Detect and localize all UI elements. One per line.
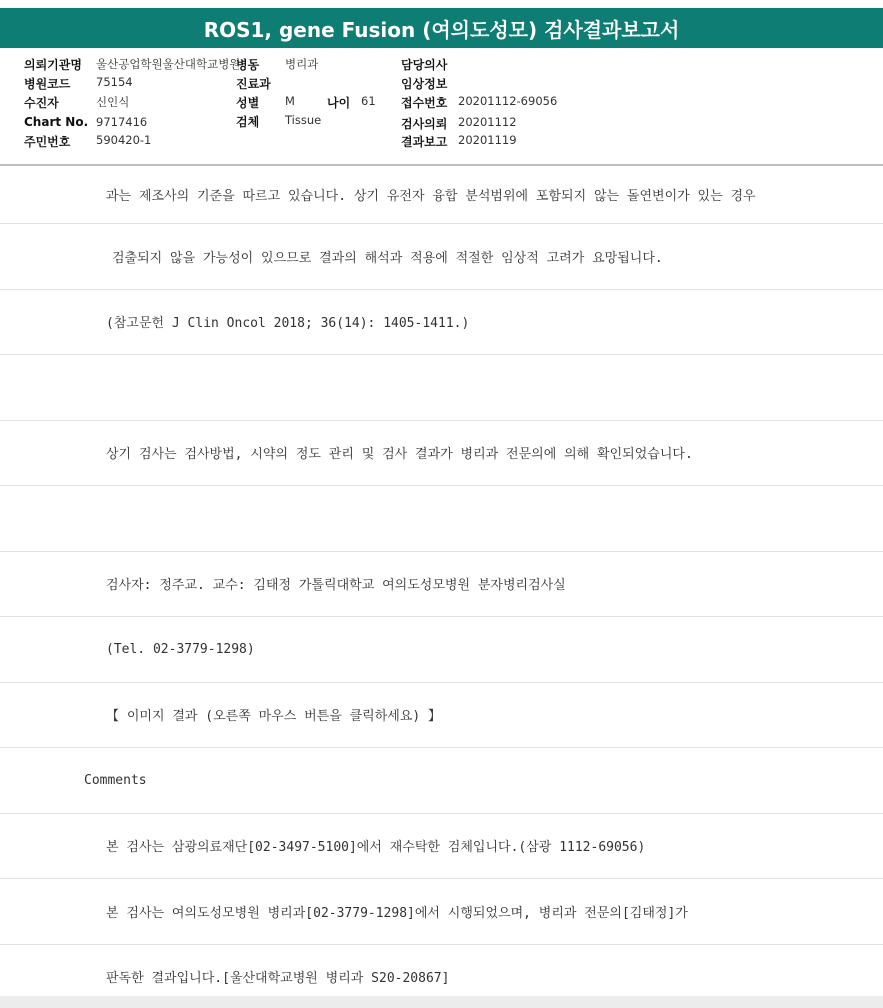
report-line: [0, 879, 883, 945]
report-line-text: 검출되지 않을 가능성이 있으므로 결과의 해석과 적용에 적절한 임상적 고려가 요망됩니다.: [112, 250, 663, 266]
report-line: [0, 683, 883, 749]
report-line-text: 검사자: 정주교. 교수: 김태정 가톨릭대학교 여의도성모병원 분자병리검사실: [106, 578, 566, 594]
specimen-label: 검체: [236, 115, 260, 129]
receipt-no-label: 접수번호: [401, 96, 448, 110]
report-line: [0, 945, 883, 997]
report-date-value: 20201119: [458, 133, 517, 147]
receipt-no-value: 20201112-69056: [458, 94, 558, 108]
examinee-value: 신인식: [96, 95, 130, 109]
resident-no-label: 주민번호: [24, 135, 71, 149]
report-title: ROS1, gene Fusion (여의도성모) 검사결과보고서: [203, 17, 680, 42]
sex-label: 성별: [236, 96, 260, 110]
department-label: 진료과: [236, 77, 271, 91]
age-label: 나이: [327, 96, 351, 110]
institution-label: 의뢰기관명: [24, 58, 82, 72]
age-value: 61: [361, 94, 376, 108]
report-title-bar: [0, 8, 883, 48]
specimen-value: Tissue: [285, 113, 322, 127]
chart-no-label: Chart No.: [24, 115, 89, 129]
top-strip: [0, 0, 883, 8]
chart-no-value: 9717416: [96, 115, 148, 129]
comments-heading: Comments: [84, 772, 147, 788]
report-line: [0, 617, 883, 683]
request-date-label: 검사의뢰: [401, 117, 448, 131]
comments-heading-row: [0, 748, 883, 814]
report-line-text: 판독한 결과입니다.[울산대학교병원 병리과 S20-20867]: [106, 971, 450, 987]
report-line-text: (참고문헌 J Clin Oncol 2018; 36(14): 1405-1411.): [106, 316, 470, 332]
report-line: [0, 224, 883, 290]
report-line: [0, 552, 883, 618]
report-line-text: 상기 검사는 검사방법, 시약의 정도 관리 및 검사 결과가 병리과 전문의에 의해 확인되었습니다.: [106, 447, 693, 463]
report-line: [0, 290, 883, 356]
report-line: [0, 814, 883, 880]
patient-info-panel: [0, 48, 883, 166]
ward-label: 병동: [236, 58, 260, 72]
report-line: [0, 355, 883, 421]
bottom-strip: [0, 996, 883, 1008]
report-line-text: 【 이미지 결과 (오른쪽 마우스 버튼을 클릭하세요) 】: [106, 709, 442, 725]
report-line: [0, 166, 883, 224]
report-line-text: 본 검사는 여의도성모병원 병리과[02-3779-1298]에서 시행되었으며, 병리과 전문의[김태정]가: [106, 905, 688, 921]
hospital-code-label: 병원코드: [24, 77, 71, 91]
examinee-label: 수진자: [24, 96, 59, 110]
report-line-text: 과는 제조사의 기준을 따르고 있습니다. 상기 유전자 융합 분석범위에 포함되지 않는 돌연변이가 있는 경우: [106, 189, 756, 204]
resident-no-value: 590420-1: [96, 133, 152, 147]
report-line-text: (Tel. 02-3779-1298): [106, 641, 255, 657]
institution-value: 울산공업학원울산대학교병원: [96, 57, 241, 71]
report-line-text: 본 검사는 삼광의료재단[02-3497-5100]에서 재수탁한 검체입니다.(삼광 1112-69056): [106, 840, 646, 856]
report-body: [0, 166, 883, 996]
sex-value: M: [285, 94, 295, 108]
hospital-code-value: 75154: [96, 75, 133, 89]
report-date-label: 결과보고: [401, 135, 448, 149]
report-line: [0, 421, 883, 487]
report-line: [0, 486, 883, 552]
clinical-info-label: 임상정보: [401, 77, 448, 91]
ward-value: 병리과: [285, 57, 319, 71]
request-date-value: 20201112: [458, 115, 517, 129]
doctor-label: 담당의사: [401, 58, 448, 72]
